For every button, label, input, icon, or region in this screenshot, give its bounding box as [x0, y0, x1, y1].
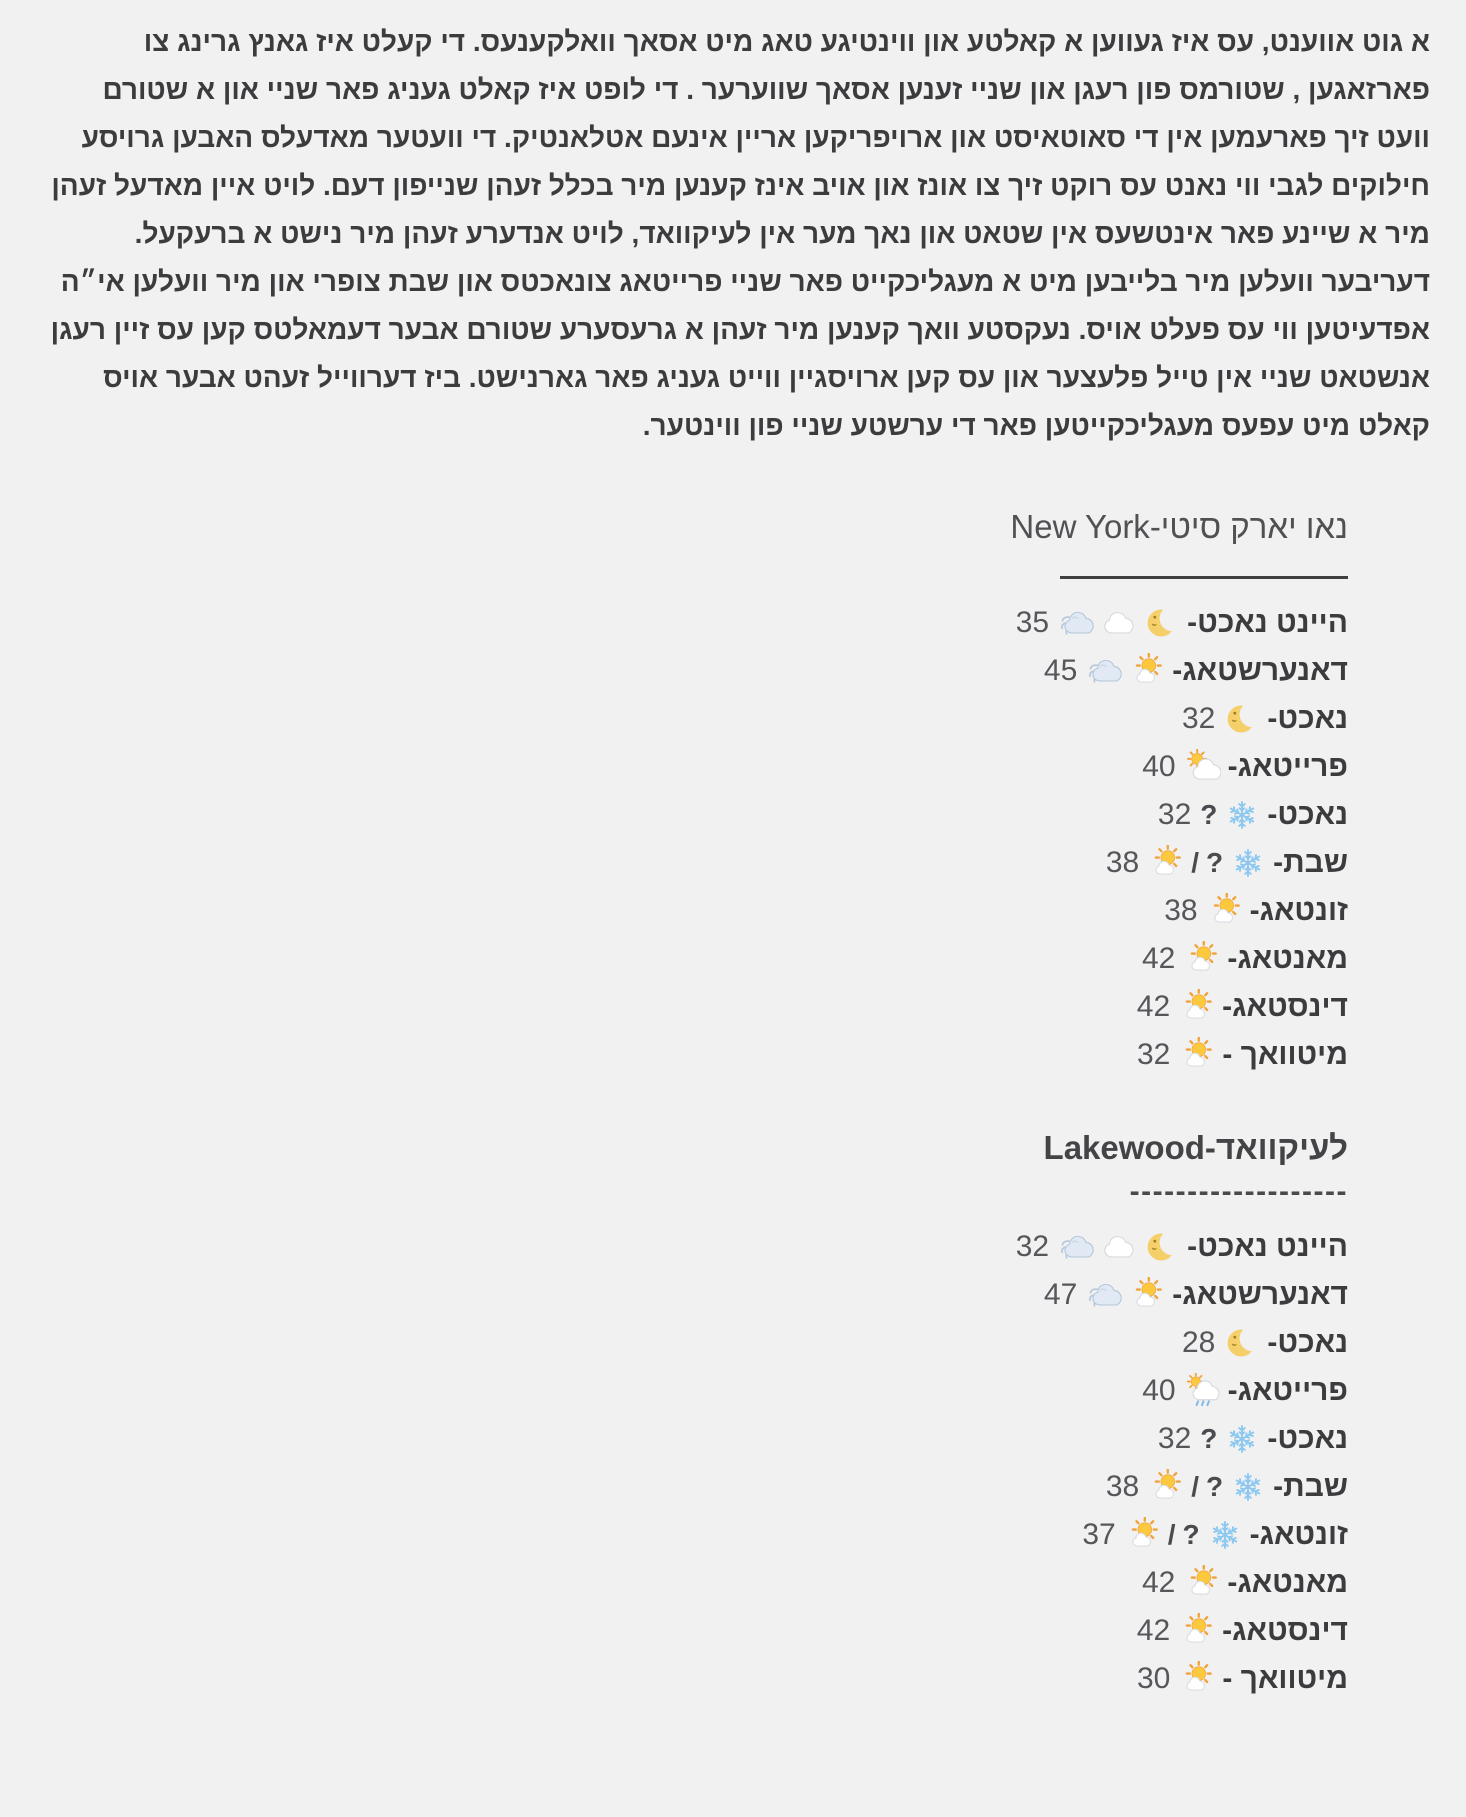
sun-cloud-icon: [1179, 1613, 1215, 1649]
sun-cloud-icon: [1184, 941, 1220, 977]
forecast-row: [0, 1655, 1348, 1703]
wind-icon: [1058, 605, 1094, 641]
weather-summary-paragraph: א גוט אווענט, עס איז געווען א קאלטע און ווינטיגע טאג מיט אסאך וואלקענעס. די קעלט איז גאנץ גרינג צו פארזאגען , שטורמס פון רעגן און שניי זענען אסאך שווערער . די לופט איז קאלט געניג פאר שניי און א שטורם וועט זיך פארעמען אין די סאוטאיסט און ארויפריקען אריין אינעם אטלאנטיק. די וועטער מאדעלס האבען גרויסע חילוקים לגבי ווי נאנט עס רוקט זיך צו אונז און אויב אינז קענען מיר בכלל זעהן שנייפון דעם. לויט איין מאדעל זעהן מיר א שיינע פאר אינטשעס אין שטאט און נאך מער אין לעיקוואד, לויט אנדערע זעהן מיר נישט א ברעקעל. דעריבער וועלען מיר בלייבען מיט א מעגליכקייט פאר שניי פרייטאג צונאכטס און שבת צופרי און מיר וועלען אי״ה אפדעיטען ווי עס פעלט אויס. נעקסטע וואך קענען מיר זעהן א גרעסערע שטורם אבער דעמאלטס קען עס זיין רעגן אנשטאט שניי אין טייל פלעצער און עס קען ארויסגיין ווייט געניג פאר גארנישט. ביז דערווייל זעהט אבער אויס קאלט מיט עפעס מעגליכקייטען פאר די ערשטע שניי פון ווינטער.: [50, 26, 1430, 441]
wind-icon: [1086, 653, 1122, 689]
wind-icon: [1058, 1229, 1094, 1265]
day-label: היינט נאכט-: [1187, 606, 1348, 639]
temperature-value: 40: [1142, 1374, 1176, 1407]
snowflake-icon: [1224, 797, 1260, 833]
cloud-icon: [1101, 605, 1137, 641]
forecast-row: [0, 1367, 1348, 1415]
forecast-row: [0, 1415, 1348, 1463]
day-label: נאכט-: [1267, 1326, 1348, 1359]
temperature-value: 32: [1182, 702, 1216, 735]
day-label: פרייטאג-: [1227, 750, 1348, 783]
snowflake-icon: [1224, 1421, 1260, 1457]
forecast-row: [0, 791, 1348, 839]
forecast-section-lakewood: [0, 1129, 1348, 1703]
temperature-value: 42: [1136, 1614, 1171, 1647]
rain-sun-cloud-icon: [1185, 1373, 1221, 1409]
temperature-value: 32: [1136, 1038, 1171, 1071]
temperature-value: 32: [1015, 1230, 1050, 1263]
cloud-icon: [1101, 1229, 1137, 1265]
forecast-row: [0, 1607, 1348, 1655]
day-label: פרייטאג-: [1227, 1374, 1348, 1407]
day-label: דינסטאג-: [1222, 990, 1348, 1023]
separator-mark: ?: [1200, 799, 1218, 830]
forecast-row: [0, 1463, 1348, 1511]
snowflake-icon: [1207, 1517, 1243, 1553]
separator-mark: ?: [1200, 1423, 1218, 1454]
temperature-value: 38: [1105, 846, 1140, 879]
separator-mark: /: [1191, 847, 1199, 878]
section-title-lakewood: לעיקוואד-Lakewood: [1043, 1129, 1348, 1166]
day-label: שבת-: [1273, 846, 1348, 879]
day-label: דאנערשטאג-: [1172, 654, 1348, 687]
temperature-value: 42: [1136, 990, 1171, 1023]
day-label: זונטאג-: [1249, 894, 1348, 927]
day-label: היינט נאכט-: [1187, 1230, 1348, 1263]
moon-icon: [1144, 605, 1180, 641]
temperature-value: 42: [1141, 1566, 1176, 1599]
forecast-row: [0, 1319, 1348, 1367]
forecast-row: [0, 935, 1348, 983]
day-label: נאכט-: [1267, 1422, 1348, 1455]
temperature-value: 30: [1136, 1662, 1171, 1695]
forecast-row: [0, 887, 1348, 935]
day-label: נאכט-: [1267, 702, 1348, 735]
separator-mark: ?: [1182, 1519, 1200, 1550]
sun-cloud-icon: [1179, 1661, 1215, 1697]
forecast-row: [0, 1223, 1348, 1271]
temperature-value: 47: [1043, 1278, 1078, 1311]
temperature-value: 37: [1082, 1518, 1116, 1551]
day-label: מאנטאג-: [1227, 1566, 1348, 1599]
day-label: שבת-: [1273, 1470, 1348, 1503]
separator-mark: /: [1167, 1519, 1176, 1550]
temperature-value: 45: [1043, 654, 1078, 687]
temperature-value: 42: [1141, 942, 1176, 975]
temperature-value: 32: [1157, 1422, 1192, 1455]
forecast-row: [0, 647, 1348, 695]
day-label: מיטוואך -: [1222, 1662, 1348, 1695]
temperature-value: 28: [1182, 1326, 1216, 1359]
temperature-value: 40: [1142, 750, 1176, 783]
temperature-value: 32: [1157, 798, 1192, 831]
sun-cloud-icon: [1179, 1037, 1215, 1073]
sun-cloud-icon: [1129, 1277, 1165, 1313]
sun-cloud-icon: [1207, 893, 1243, 929]
sun-cloud-icon: [1148, 1469, 1184, 1505]
sun-cloud-icon: [1184, 1565, 1220, 1601]
day-label: דינסטאג-: [1222, 1614, 1348, 1647]
temperature-value: 35: [1015, 606, 1050, 639]
temperature-value: 38: [1105, 1470, 1140, 1503]
forecast-rows-new-york: [0, 599, 1348, 1079]
forecast-block: [0, 508, 1466, 1703]
forecast-row: [0, 1511, 1348, 1559]
separator-mark: ?: [1206, 1471, 1224, 1502]
forecast-rows-lakewood: [0, 1223, 1348, 1703]
forecast-row: [0, 695, 1348, 743]
moon-icon: [1144, 1229, 1180, 1265]
forecast-row: [0, 1031, 1348, 1079]
forecast-row: [0, 983, 1348, 1031]
section-title-new-york: נאו יארק סיטי-New York: [1010, 508, 1348, 545]
moon-icon: [1224, 1325, 1260, 1361]
day-label: מיטוואך -: [1222, 1038, 1348, 1071]
forecast-row: [0, 1271, 1348, 1319]
day-label: זונטאג-: [1249, 1518, 1348, 1551]
forecast-section-new-york: [0, 508, 1348, 1079]
sun-cloud-icon: [1125, 1517, 1161, 1553]
separator-mark: /: [1191, 1471, 1199, 1502]
wind-icon: [1086, 1277, 1122, 1313]
sun-cloud-icon: [1148, 845, 1184, 881]
snowflake-icon: [1230, 845, 1266, 881]
day-label: דאנערשטאג-: [1172, 1278, 1348, 1311]
separator-mark: ?: [1206, 847, 1224, 878]
snowflake-icon: [1230, 1469, 1266, 1505]
forecast-row: [0, 599, 1348, 647]
cloud-sun-icon: [1185, 749, 1221, 785]
temperature-value: 38: [1164, 894, 1198, 927]
section-divider-solid: [1060, 576, 1348, 579]
day-label: נאכט-: [1267, 798, 1348, 831]
sun-cloud-icon: [1179, 989, 1215, 1025]
section-divider-dashed: -------------------: [1129, 1175, 1348, 1208]
forecast-row: [0, 1559, 1348, 1607]
forecast-row: [0, 743, 1348, 791]
day-label: מאנטאג-: [1227, 942, 1348, 975]
forecast-row: [0, 839, 1348, 887]
sun-cloud-icon: [1129, 653, 1165, 689]
moon-icon: [1224, 701, 1260, 737]
